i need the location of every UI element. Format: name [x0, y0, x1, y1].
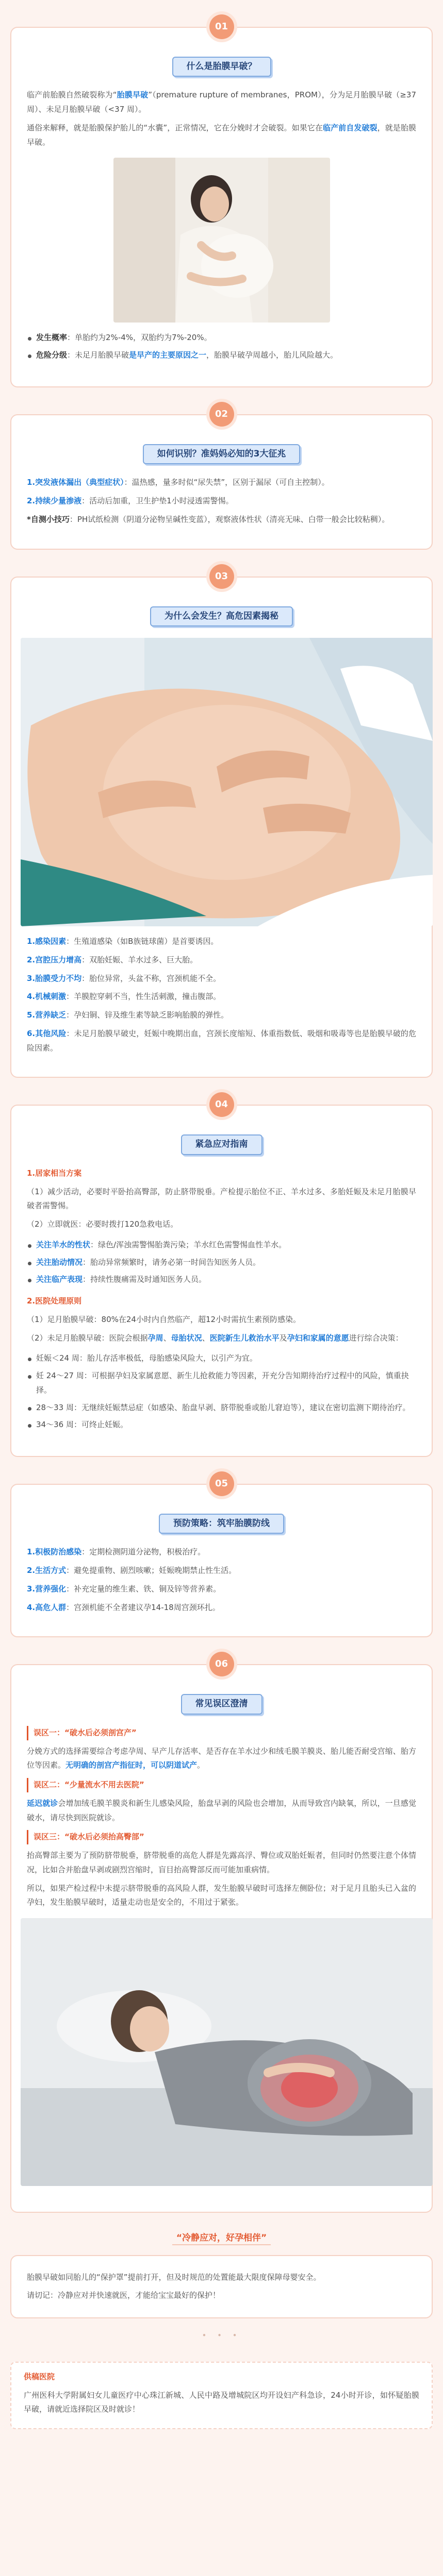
cause-item: 4.机械刺激：羊膜腔穿刺不当，性生活刺激，撞击腹部。 — [27, 992, 221, 1002]
section-number-badge: 04 — [209, 1092, 234, 1117]
section-title: 常见误区澄清 — [181, 1694, 262, 1714]
watch-item: 关注临产表现：持续性腹痛需及时通知医务人员。 — [27, 1273, 416, 1287]
sign-item: 1.突发液体漏出（典型症状）：温热感，量多时似“尿失禁”，区别于漏尿（可自主控制）。 — [27, 478, 330, 487]
cause-item: 6.其他风险：未足月胎膜早破史，妊娠中晚期出血，宫颈长度缩短、体重指数低、吸烟和吸毒等也是胎膜早破的危险因素。 — [27, 1028, 416, 1053]
gestation-week-list — [27, 1351, 416, 1432]
preterm-prom-text: （2）未足月胎膜早破：医院会根据孕周、母胎状况、医院新生儿救治水平及孕妇和家属的意愿进行综合决策： — [27, 1333, 403, 1343]
home-plan-heading: 1.居家相当方案 — [27, 1168, 82, 1178]
term-prom-text: （1）足月胎膜早破：80%在24小时内自然临产，超12小时需抗生素预防感染。 — [27, 1314, 301, 1324]
myth-answer: 延迟就诊会增加绒毛膜羊膜炎和新生儿感染风险，胎盘早剥的风险也会增加，从而导致宫内缺氧，所以，一旦感觉破水，请尽快到医院就诊。 — [27, 1798, 416, 1822]
source-box — [10, 2362, 433, 2429]
section-number-badge: 01 — [209, 14, 234, 39]
prevention-item: 3.营养强化：补充定量的维生素、铁、铜及锌等营养素。 — [27, 1584, 221, 1594]
watch-item: 关注胎动情况：胎动异常频繁时，请务必第一时间告知医务人员。 — [27, 1256, 416, 1270]
prevention-item: 1.积极防治感染：定期检测阴道分泌物，积极治疗。 — [27, 1547, 206, 1557]
myth-conclusion: 所以，如果产检过程中未提示脐带脱垂的高风险人群，发生胎膜早破时可选择左侧卧位；对于足月且胎头已入盆的孕妇，发生胎膜早破时，适量走动也是安全的，不用过于紧张。 — [27, 1883, 416, 1907]
explanation-paragraph: 通俗来解释，就是胎膜保护胎儿的“水囊”，正常情况，它在分娩时才会破裂。如果它在临产前自发破裂，就是胎膜早破。 — [27, 123, 416, 147]
myth-heading: 误区一：“破水后必须剖宫产” — [27, 1726, 416, 1740]
myth-answer: 抬高臀部主要为了预防脐带脱垂，脐带脱垂的高危人群是先露高浮、臀位或双胎妊娠者，但同时仍然要注意个体情况，比如合并胎盘早剥或剧烈宫缩时，盲目抬高臀部反而可能加重病情。 — [27, 1851, 416, 1874]
section-prevention — [10, 1478, 433, 1637]
section-title: 为什么会发生？高危因素揭秘 — [150, 606, 293, 626]
section-title: 如何识别？准妈妈必知的3大征兆 — [143, 444, 301, 464]
cause-item: 3.胎膜受力不均：胎位异常，头盆不称，宫颈机能不全。 — [27, 973, 221, 983]
gestation-item: 34～36 周：可终止妊娠。 — [27, 1418, 416, 1432]
watch-list — [27, 1238, 416, 1287]
sign-item: 2.持续少量渗液：活动后加重，卫生护垫1小时浸透需警惕。 — [27, 496, 234, 506]
section-title: 紧急应对指南 — [181, 1134, 262, 1155]
watch-item: 关注羊水的性状：绿色/浑浊需警惕胎粪污染；羊水红色需警惕血性羊水。 — [27, 1238, 416, 1252]
home-plan-step-1: （1）减少活动，必要时平卧抬高臀部，防止脐带脱垂。产检提示胎位不正、羊水过多、多胎妊娠及未足月胎膜早破者需警惕。 — [27, 1187, 416, 1211]
section-emergency — [10, 1099, 433, 1457]
gestation-item: 妊 24～27 周：可根据孕妇及家属意愿、新生儿抢救能力等因素，开充分告知期待治疗过程中的风险，慎重抉择。 — [27, 1369, 416, 1398]
prevention-item: 2.生活方式：避免提重物、剧烈咳嗽；妊娠晚期禁止性生活。 — [27, 1566, 237, 1575]
cause-item: 1.感染因素：生殖道感染（如B族链球菌）是首要诱因。 — [27, 937, 219, 946]
cause-item: 2.宫腔压力增高：双胎妊娠、羊水过多、巨大胎。 — [27, 955, 198, 964]
self-test-tip: *自测小技巧：PH试纸检测（阴道分泌物呈碱性变蓝），观察液体性状（清亮无味、白带一般会比较粘稠）。 — [27, 514, 390, 524]
causes-list — [27, 935, 416, 1055]
source-text: 广州医科大学附属妇女儿童医疗中心珠江新城、人民中路及增城院区均开设妇产科急诊，24小时开诊，如怀疑胎膜早破，请就近选择院区及时就诊！ — [24, 2390, 419, 2414]
section-title: 预防策略：筑牢胎膜防线 — [159, 1514, 284, 1534]
section-causes — [10, 570, 433, 1078]
definition-paragraph: 临产前胎膜自然破裂称为“胎膜早破”（premature rupture of membranes，PROM），分为足月胎膜早破（≥37 周）、未足月胎膜早破（<37 周）。 — [27, 90, 416, 114]
gestation-item: 妊娠＜24 周：胎儿存活率极低，母胎感染风险大，以引产为宜。 — [27, 1351, 416, 1366]
section-number-badge: 02 — [209, 402, 234, 427]
dot-divider: • • • — [202, 2331, 241, 2341]
closing-slogan: “冷静应对，好孕相伴” — [10, 2230, 433, 2246]
home-plan-step-2: （2）立即就医：必要时拨打120急救电话。 — [27, 1219, 178, 1229]
section-myths — [10, 1658, 433, 2213]
gestation-item: 28～33 周：无继续妊娠禁忌症（如感染、胎盘早剥、脐带脱垂或胎儿窘迫等），建议在密切监测下期待治疗。 — [27, 1401, 416, 1415]
cause-item: 5.营养缺乏：孕妇铜、锌及维生素等缺乏影响胎膜的弹性。 — [27, 1010, 229, 1020]
stats-incidence: 发生概率：单胎约为2%-4%，双胎约为7%-20%。 — [27, 331, 416, 345]
section-title: 什么是胎膜早破？ — [172, 57, 271, 77]
closing-reminder: 请切记：冷静应对并快速就医，才能给宝宝最好的保护！ — [27, 2291, 221, 2300]
prevention-item: 4.高危人群：宫颈机能不全者建议孕14-18周宫颈环扎。 — [27, 1602, 220, 1612]
section-signs — [10, 408, 433, 550]
closing-box — [10, 2255, 433, 2319]
section-number-badge: 03 — [209, 564, 234, 589]
myth-heading: 误区三：“破水后必须抬高臀部” — [27, 1830, 416, 1844]
stats-list — [27, 331, 416, 363]
hospital-principles-heading: 2.医院处理原则 — [27, 1296, 82, 1306]
myth-heading: 误区二：“少量流水不用去医院” — [27, 1778, 416, 1792]
section-number-badge: 06 — [209, 1652, 234, 1676]
closing-text: 胎膜早破如同胎儿的“保护罩”提前打开，但及时规范的处置能最大限度保障母婴安全。 — [27, 2272, 321, 2282]
section-number-badge: 05 — [209, 1471, 234, 1496]
stats-risk-level: 危险分级：未足月胎膜早破是早产的主要原因之一，胎膜早破孕周越小，胎儿风险越大。 — [27, 348, 416, 363]
source-label: 供稿医院 — [24, 2371, 55, 2381]
pregnant-woman-photo — [113, 158, 330, 323]
section-what-is-prom — [10, 21, 433, 387]
belly-exam-photo — [21, 638, 433, 926]
resting-woman-photo — [21, 1918, 433, 2186]
myth-answer: 分娩方式的选择需要综合考虑孕周、早产儿存活率、是否存在羊水过少和绒毛膜羊膜炎、胎儿能否耐受宫缩、胎方位等因素。无明确的剖宫产指征时，可以阴道试产。 — [27, 1746, 416, 1770]
